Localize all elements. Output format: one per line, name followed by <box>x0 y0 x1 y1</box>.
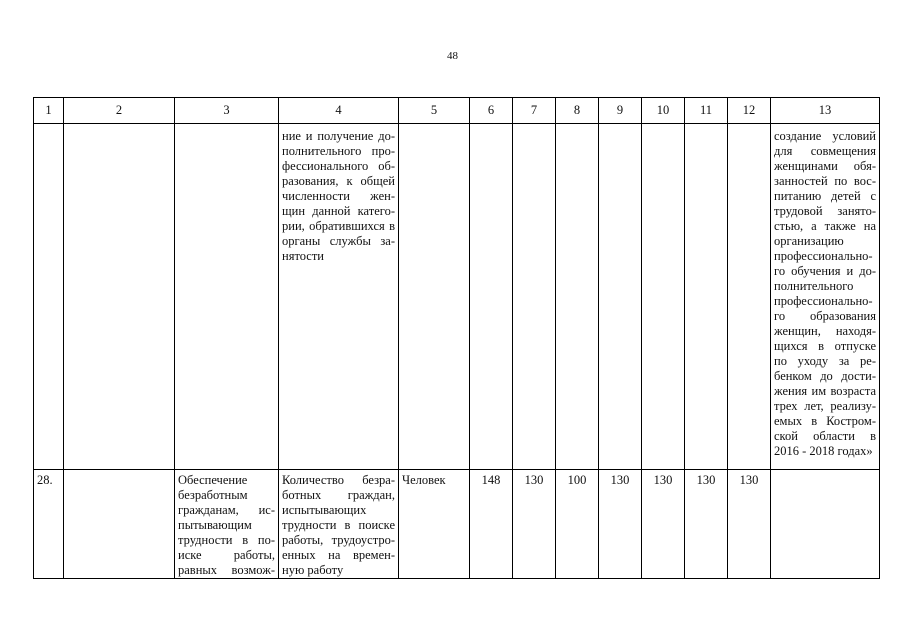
text-line: Обеспечение <box>178 473 248 487</box>
row2-indicator-cell <box>279 470 399 579</box>
text-line: енных на времен- <box>282 548 395 562</box>
value-cell: 130 <box>685 470 728 579</box>
header-cell: 2 <box>64 98 175 124</box>
row1-indicator-cell <box>279 124 399 470</box>
text-line: трудности в по- <box>178 533 275 547</box>
header-cell: 11 <box>685 98 728 124</box>
row-number-cell: 28. <box>34 470 64 579</box>
cell-empty <box>34 124 64 470</box>
text-line: гражданам, ис- <box>178 503 275 517</box>
value-cell: 100 <box>556 470 599 579</box>
header-cell: 4 <box>279 98 399 124</box>
text-line: рии, обратившихся в <box>282 219 395 233</box>
text-line: органы службы за- <box>282 234 395 248</box>
text-line: ную работу <box>282 563 344 577</box>
text-line: щихся в отпуске <box>774 339 876 353</box>
text-line: создание условий <box>774 129 876 143</box>
header-cell: 7 <box>513 98 556 124</box>
cell-empty <box>175 124 279 470</box>
cell-empty <box>64 470 175 579</box>
header-cell: 9 <box>599 98 642 124</box>
text-line: го обучения и до- <box>774 264 876 278</box>
table-row <box>34 124 880 470</box>
value-cell: 148 <box>470 470 513 579</box>
header-cell: 6 <box>470 98 513 124</box>
text-line: трех лет, реализу- <box>774 399 876 413</box>
text-line: женщин, находя- <box>774 324 876 338</box>
text-line: ние и получение до- <box>282 129 395 143</box>
header-cell: 5 <box>399 98 470 124</box>
text-line: женщинами обя- <box>774 159 876 173</box>
cell-empty <box>64 124 175 470</box>
text-line: ботных граждан, <box>282 488 395 502</box>
text-line: трудовой занято- <box>774 204 876 218</box>
header-cell: 13 <box>771 98 880 124</box>
text-line: бенком до дости- <box>774 369 876 383</box>
text-line: численности жен- <box>282 189 395 203</box>
cell-empty <box>642 124 685 470</box>
text-line: 2016 - 2018 годах» <box>774 444 873 458</box>
text-line: испытывающих <box>282 503 367 517</box>
cell-empty <box>556 124 599 470</box>
cell-empty <box>513 124 556 470</box>
text-line: питанию детей с <box>774 189 876 203</box>
text-line: разования, к общей <box>282 174 395 188</box>
text-line: ской области в <box>774 429 876 443</box>
value-cell: 130 <box>642 470 685 579</box>
cell-empty <box>470 124 513 470</box>
value-cell: 130 <box>513 470 556 579</box>
text-line: трудности в поиске <box>282 518 395 532</box>
cell-empty <box>771 470 880 579</box>
cell-empty <box>599 124 642 470</box>
table-header-row <box>34 98 880 124</box>
table-row <box>34 470 880 579</box>
data-table <box>33 97 880 579</box>
text-line: профессионально- <box>774 294 873 308</box>
header-cell: 10 <box>642 98 685 124</box>
text-line: щин данной катего- <box>282 204 395 218</box>
cell-empty <box>685 124 728 470</box>
text-line: пытывающим <box>178 518 252 532</box>
value-cell: 130 <box>728 470 771 579</box>
text-line: организацию <box>774 234 844 248</box>
cell-empty <box>728 124 771 470</box>
text-line: безработным <box>178 488 248 502</box>
text-line: фессионального об- <box>282 159 395 173</box>
text-line: работы, трудоустро- <box>282 533 395 547</box>
row2-measure-cell <box>175 470 279 579</box>
text-line: равных возмож- <box>178 563 275 577</box>
text-line: стью, а также на <box>774 219 876 233</box>
header-cell: 12 <box>728 98 771 124</box>
text-line: жения им возраста <box>774 384 876 398</box>
page-number: 48 <box>447 50 458 62</box>
value-cell: 130 <box>599 470 642 579</box>
text-line: по уходу за ре- <box>774 354 876 368</box>
header-cell: 8 <box>556 98 599 124</box>
unit-cell: Человек <box>399 470 470 579</box>
text-line: Количество безра- <box>282 473 395 487</box>
cell-empty <box>399 124 470 470</box>
header-cell: 1 <box>34 98 64 124</box>
row1-notes-cell <box>771 124 880 470</box>
text-line: для совмещения <box>774 144 876 158</box>
text-line: го образования <box>774 309 876 323</box>
header-cell: 3 <box>175 98 279 124</box>
text-line: профессионально- <box>774 249 873 263</box>
text-line: иске работы, <box>178 548 275 562</box>
text-line: нятости <box>282 249 324 263</box>
text-line: емых в Костром- <box>774 414 876 428</box>
text-line: полнительного про- <box>282 144 395 158</box>
text-line: полнительного <box>774 279 854 293</box>
text-line: занностей по вос- <box>774 174 876 188</box>
